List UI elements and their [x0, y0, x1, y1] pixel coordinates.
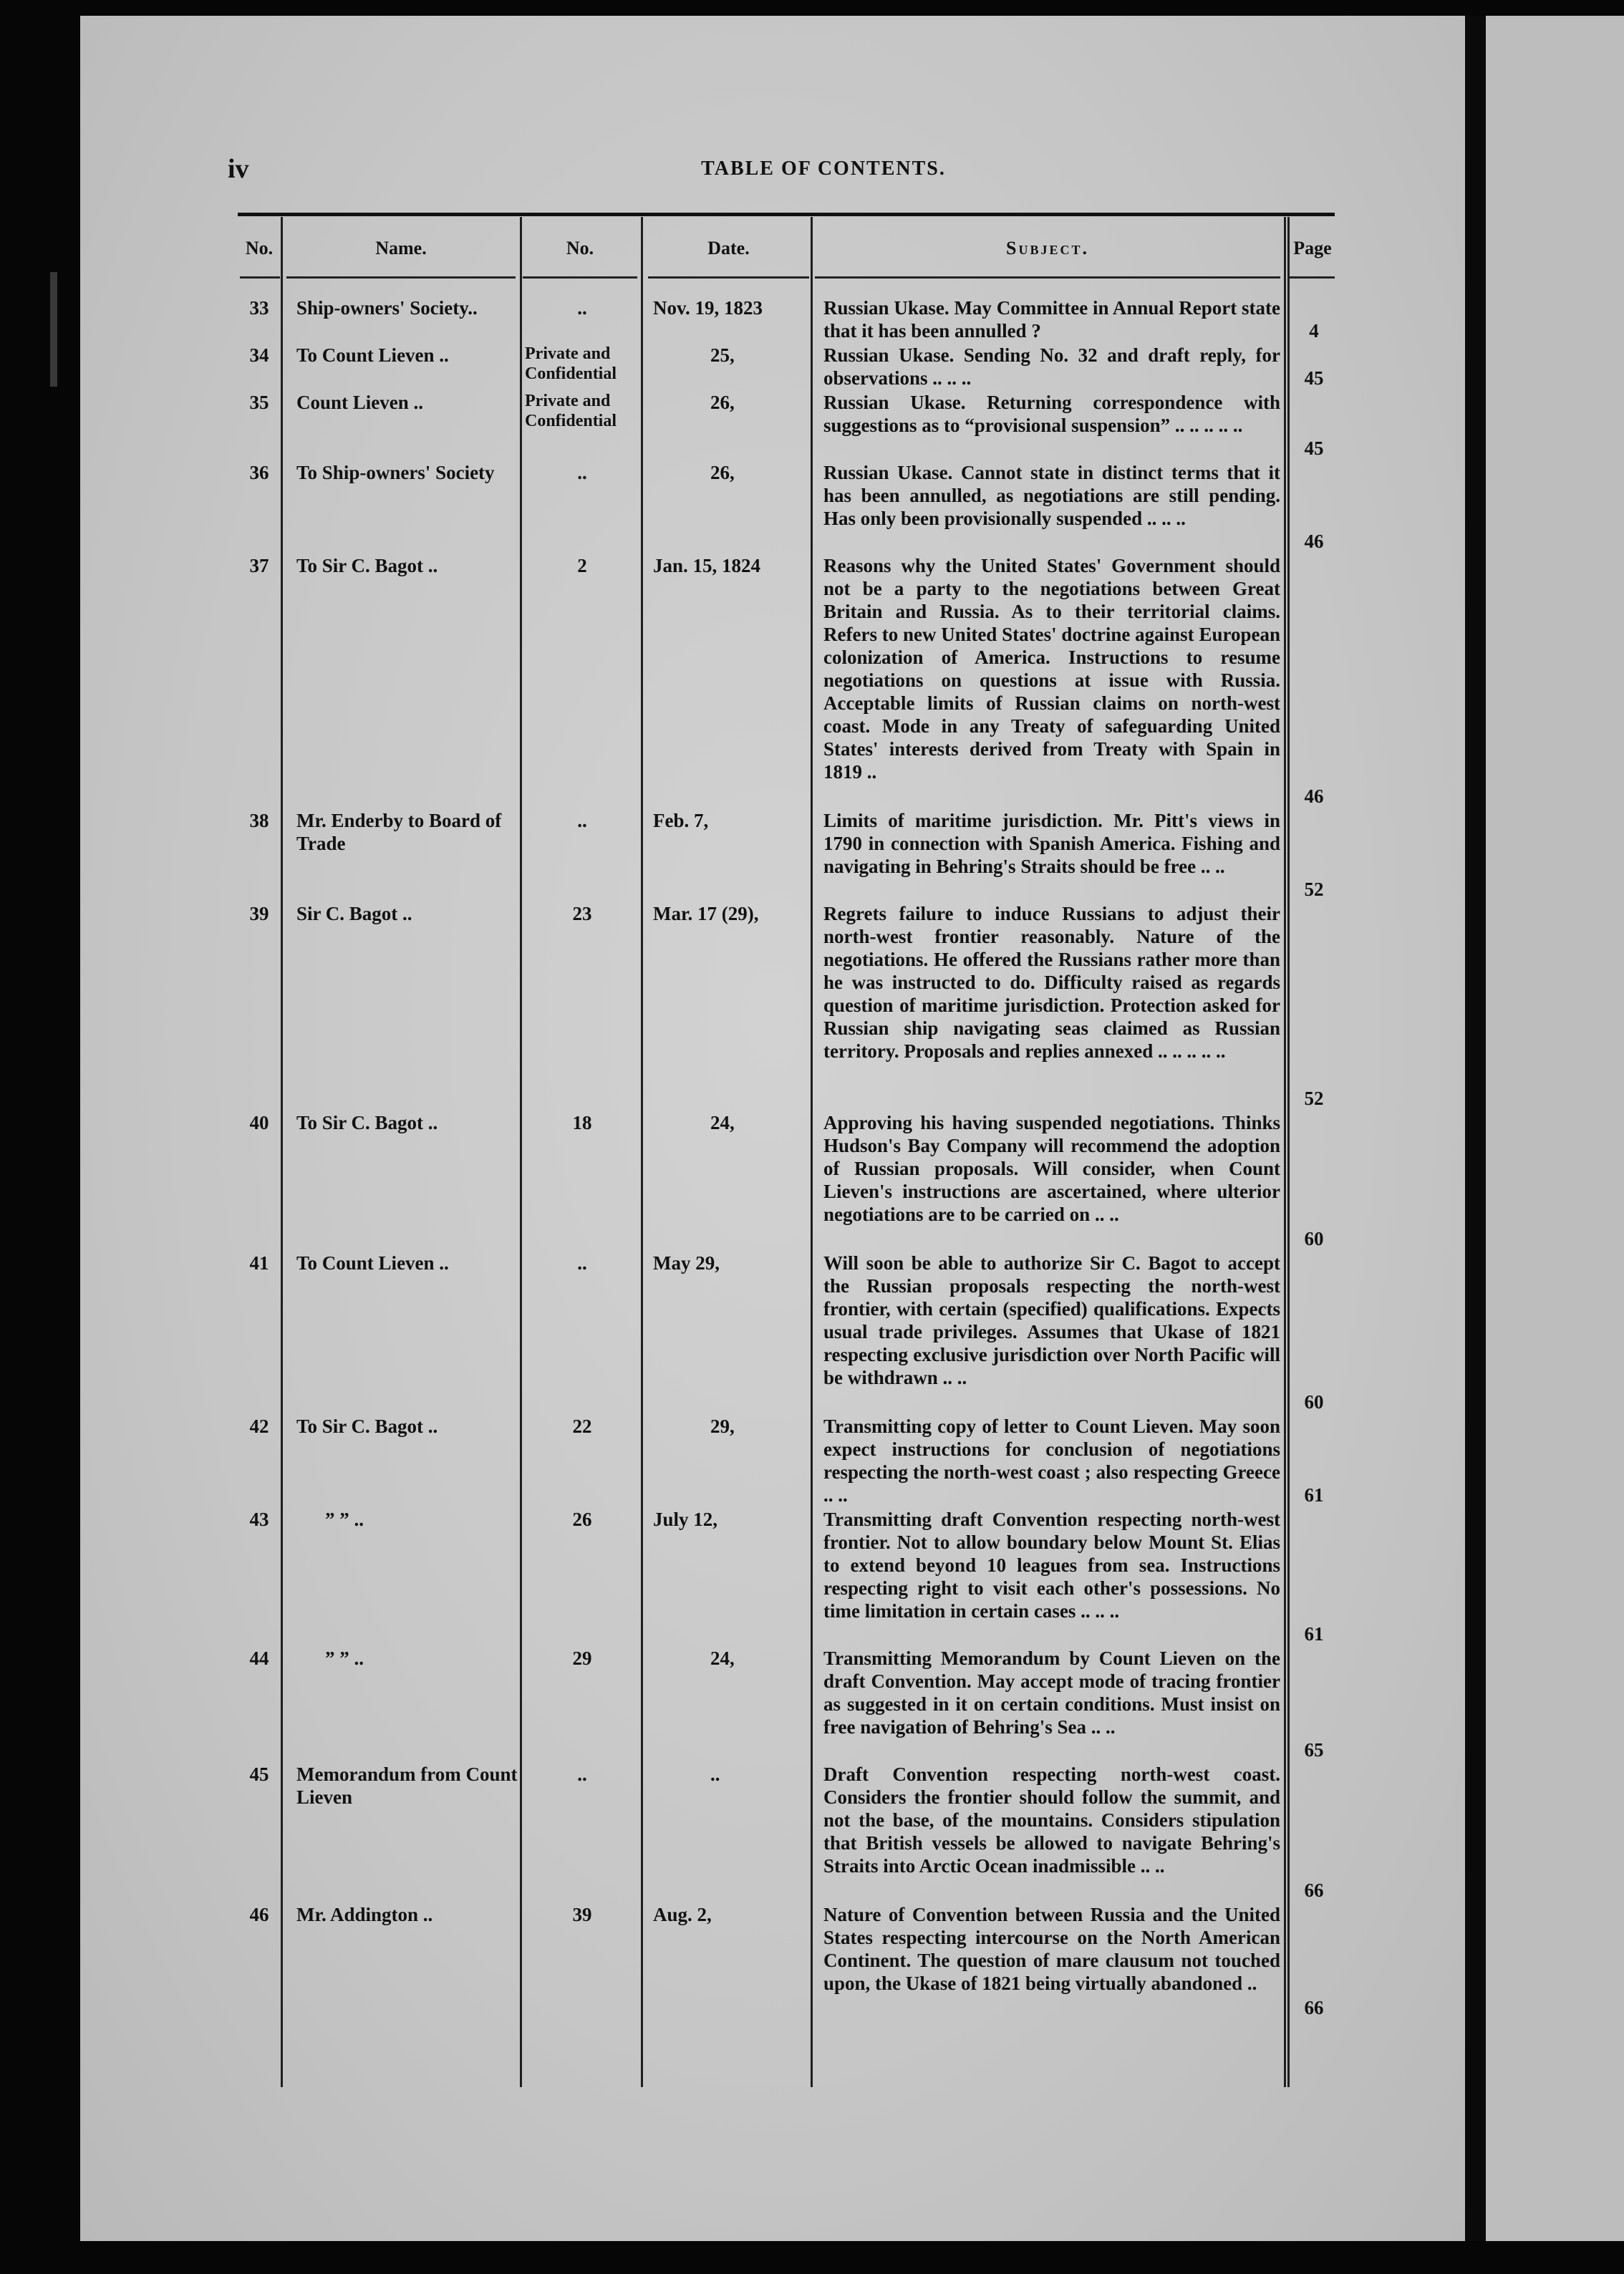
row-ref: .. — [577, 1252, 587, 1274]
row-number: 46 — [249, 1904, 269, 1925]
row-subject: Draft Convention respecting north-west coast. Considers the frontier should follow the summit, and not the base, of the mountains. Considers stipulation that British vessels be allowed to navigate Behring's Straits into Arctic Ocean inadmissible .. .. — [823, 1763, 1280, 1877]
row-page: 52 — [1304, 1088, 1324, 1109]
row-page: 52 — [1304, 879, 1324, 900]
row-number: 40 — [249, 1112, 269, 1133]
row-number: 36 — [249, 462, 269, 483]
col-header-subject: Subject. — [1006, 238, 1089, 258]
row-number: 34 — [249, 344, 269, 366]
row-date: Nov. 19, 1823 — [653, 297, 763, 319]
row-page: 66 — [1304, 1997, 1324, 2018]
row-name: Count Lieven .. — [296, 392, 424, 413]
header-rule — [286, 276, 516, 279]
col-header-date: Date. — [707, 238, 750, 258]
row-subject: Limits of maritime jurisdiction. Mr. Pitt's views in 1790 in connection with Spanish America. Fishing and navigating in Behring's Straits should be free .. .. — [823, 810, 1280, 877]
header-rule — [648, 276, 809, 279]
row-number: 37 — [249, 555, 269, 576]
header-rule — [1289, 276, 1335, 279]
row-page: 65 — [1304, 1739, 1324, 1761]
row-number: 38 — [249, 810, 269, 831]
row-page: 46 — [1304, 531, 1324, 552]
row-date: 29, — [710, 1416, 735, 1437]
row-name: To Sir C. Bagot .. — [296, 555, 438, 576]
row-date: .. — [710, 1763, 720, 1785]
row-date: 26, — [710, 392, 735, 413]
row-page: 45 — [1304, 367, 1324, 389]
row-page: 61 — [1304, 1484, 1324, 1506]
row-name: ” ” .. — [325, 1648, 364, 1669]
row-number: 44 — [249, 1648, 269, 1669]
row-ref: Private and Confidential — [525, 344, 617, 383]
row-number: 41 — [249, 1252, 269, 1274]
col-header-name: Name. — [375, 238, 427, 258]
row-subject: Russian Ukase. May Committee in Annual Report state that it has been annulled ? — [823, 297, 1280, 342]
row-date: May 29, — [653, 1252, 720, 1274]
row-page: 61 — [1304, 1623, 1324, 1645]
row-name: Memorandum from Count Lieven — [296, 1763, 518, 1808]
column-divider — [281, 217, 283, 2087]
header-rule — [523, 276, 637, 279]
row-number: 42 — [249, 1416, 269, 1437]
row-date: 26, — [710, 462, 735, 483]
row-name: ” ” .. — [325, 1509, 364, 1530]
facing-page-edge — [1486, 16, 1624, 2241]
book-spine — [1465, 16, 1486, 2241]
row-ref: 29 — [572, 1648, 592, 1669]
row-name: Mr. Addington .. — [296, 1904, 433, 1925]
row-date: 25, — [710, 344, 735, 366]
row-name: Ship-owners' Society.. — [296, 297, 478, 319]
col-header-no: No. — [245, 238, 274, 258]
row-name: To Sir C. Bagot .. — [296, 1416, 438, 1437]
row-subject: Transmitting Memorandum by Count Lieven on the draft Convention. May accept mode of tracing frontier as suggested in it on certain conditions. Must insist on free navigation of Behring's Sea .. .. — [823, 1648, 1280, 1738]
row-subject: Transmitting draft Convention respecting north-west frontier. Not to allow boundary below Mount St. Elias to extend beyond 10 leagues from sea. Instructions respecting right to visit each other's possessions. No time limitation in certain cases .. .. .. — [823, 1509, 1280, 1622]
row-subject: Transmitting copy of letter to Count Lieven. May soon expect instructions for conclusion of negotiations respecting the north-west coast ; also respecting Greece .. .. — [823, 1416, 1280, 1506]
row-subject: Regrets failure to induce Russians to adjust their north-west frontier reasonably. Nature of the negotiations. He offered the Russians rather more than he was instructed to do. Difficulty raised as regards question of maritime jurisdiction. Protection asked for Russian ship navigating seas claimed as Russian territory. Proposals and replies annexed .. .. .. .. .. — [823, 903, 1280, 1062]
row-page: 66 — [1304, 1879, 1324, 1901]
row-name: Sir C. Bagot .. — [296, 903, 412, 924]
header-rule — [815, 276, 1280, 279]
top-rule — [238, 213, 1335, 216]
row-number: 39 — [249, 903, 269, 924]
row-number: 33 — [249, 297, 269, 319]
row-date: July 12, — [653, 1509, 718, 1530]
row-ref: .. — [577, 810, 587, 831]
row-subject: Russian Ukase. Cannot state in distinct terms that it has been annulled, as negotiations are still pending. Has only been provisionally suspended .. .. .. — [823, 462, 1280, 529]
row-subject: Russian Ukase. Returning correspondence with suggestions as to “provisional suspension” .. .. .. .. .. — [823, 392, 1280, 436]
row-subject: Russian Ukase. Sending No. 32 and draft reply, for observations .. .. .. — [823, 344, 1280, 389]
row-subject: Approving his having suspended negotiations. Thinks Hudson's Bay Company will recommend the adoption of Russian proposals. Will consider, when Count Lieven's instructions are ascertained, where ulterior negotiations are to be carried on .. .. — [823, 1112, 1280, 1225]
row-page: 60 — [1304, 1228, 1324, 1249]
row-ref: Private and Confidential — [525, 392, 617, 430]
row-page: 45 — [1304, 437, 1324, 459]
row-ref: 22 — [572, 1416, 592, 1437]
row-page: 60 — [1304, 1391, 1324, 1413]
row-subject: Will soon be able to authorize Sir C. Bagot to accept the Russian proposals respecting the north-west frontier, with certain (specified) qualifications. Expects usual trade privileges. Assumes that Ukase of 1821 respecting exclusive jurisdiction over North Pacific will be withdrawn .. .. — [823, 1252, 1280, 1388]
row-subject: Reasons why the United States' Government should not be a party to the negotiations between Great Britain and Russia. As to their territorial claims. Refers to new United States' doctrine against European colonization of America. Instructions to resume negotiations on questions at issue with Russia. Acceptable limits of Russian claims on north-west coast. Mode in any Treaty of safeguarding United States' interests derived from Treaty with Spain in 1819 .. — [823, 555, 1280, 783]
row-date: Aug. 2, — [653, 1904, 712, 1925]
row-number: 45 — [249, 1763, 269, 1785]
column-divider — [520, 217, 522, 2087]
row-page: 46 — [1304, 785, 1324, 807]
row-number: 43 — [249, 1509, 269, 1530]
row-ref: .. — [577, 1763, 587, 1785]
col-header-page: Page — [1293, 238, 1332, 258]
header-rule — [240, 276, 280, 279]
row-name: Mr. Enderby to Board of Trade — [296, 810, 502, 854]
row-name: To Count Lieven .. — [296, 1252, 449, 1274]
row-ref: 39 — [572, 1904, 592, 1925]
row-ref: 23 — [572, 903, 592, 924]
row-date: 24, — [710, 1648, 735, 1669]
running-title: TABLE OF CONTENTS. — [701, 158, 946, 180]
row-ref: 26 — [572, 1509, 592, 1530]
row-page: 4 — [1309, 320, 1319, 342]
col-header-ref-no: No. — [566, 238, 594, 258]
row-ref: 2 — [577, 555, 587, 576]
row-name: To Ship-owners' Society — [296, 462, 495, 483]
row-date: Mar. 17 (29), — [653, 903, 759, 924]
row-subject: Nature of Convention between Russia and the United States respecting intercourse on the North American Continent. The question of mare clausum not touched upon, the Ukase of 1821 being virtually abandoned .. — [823, 1904, 1280, 1994]
row-date: 24, — [710, 1112, 735, 1133]
row-ref: 18 — [572, 1112, 592, 1133]
row-number: 35 — [249, 392, 269, 413]
page-edge-mark — [50, 272, 57, 387]
row-name: To Sir C. Bagot .. — [296, 1112, 438, 1133]
row-date: Feb. 7, — [653, 810, 709, 831]
row-date: Jan. 15, 1824 — [653, 555, 761, 576]
row-ref: .. — [577, 297, 587, 319]
row-name: To Count Lieven .. — [296, 344, 449, 366]
column-divider-double — [1284, 217, 1286, 2087]
column-divider — [811, 217, 813, 2087]
column-divider — [641, 217, 643, 2087]
page-number: iv — [228, 154, 249, 184]
row-ref: .. — [577, 462, 587, 483]
